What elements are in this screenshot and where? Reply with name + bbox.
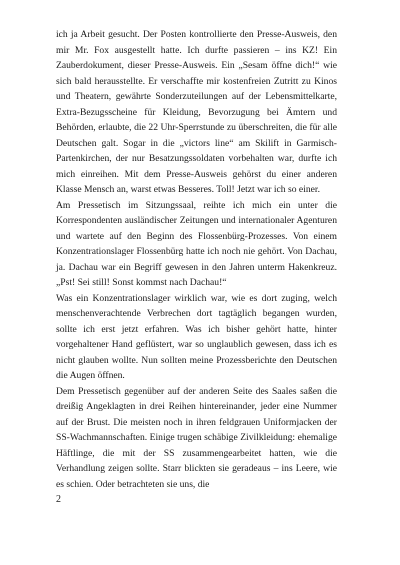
paragraph-3: Was ein Konzentrationslager wirklich war, wie es dort zuging, welch menschenverachtende Verbrechen dort tagtäglich begangen wurden, sollte ich erst jetzt erfahren. Was ich bisher gehört hatte, hinter vorgehaltener Hand geflüstert, war so unglaublich gewesen, dass ich es nicht glauben wollte. Nun sollten meine Prozessberichte den Deutschen die Augen öffnen. xyxy=(56,292,337,381)
paragraph-2: Am Pressetisch im Sitzungssaal, reihte ich mich ein unter die Korrespondenten ausländischer Zeitungen und internationaler Agenturen und wartete auf den Beginn des Flossenbürg-Prozesses. Von einem Konzentrationslager Flossenbürg hatte ich noch nie gehört. Von Dachau, ja. Dachau war ein Begriff gewesen in den Jahren unterm Hakenkreuz. „Pst! Sei still! Sonst kommst nach Dachau!“ xyxy=(56,199,337,288)
body-text xyxy=(56,27,337,492)
paragraph-4: Dem Pressetisch gegenüber auf der anderen Seite des Saales saßen die dreißig Angeklagten in drei Reihen hintereinander, jeder eine Nummer auf der Brust. Die meisten noch in ihren feldgrauen Uniformjacken der SS-Wachmannschaften. Einige trugen schäbige Zivilkleidung: ehemalige Häftlinge, die mit der SS zusammengearbeitet hatten, wie die Verhandlung zeigen sollte. Starr blickten sie geradeaus – ins Leere, wie es schien. Oder betrachteten sie uns, die xyxy=(56,385,337,490)
paragraph-1: ich ja Arbeit gesucht. Der Posten kontrollierte den Presse-Ausweis, den mir Mr. Fox ausgestellt hatte. Ich durfte passieren – ins KZ! Ein Zauberdokument, dieser Presse-Ausweis. Ein „Sesam öffne dich!“ wie sich bald herausstellte. Er verschaffte mir kostenfreien Zutritt zu Kinos und Theatern, gewährte Sonderzuteilungen auf der Lebensmittelkarte, Extra-Bezugsscheine für Kleidung, Bevorzugung bei Ämtern und Behörden, erlaubte, die 22 Uhr-Sperrstunde zu überschreiten, die für alle Deutschen galt. Sogar in die „victors line“ am Skilift in Garmisch-Partenkirchen, der nur Besatzungssoldaten vorbehalten war, durfte ich mich einreihen. Mit dem Presse-Ausweis gehörst du einer anderen Klasse Mensch an, warst etwas Besseres. Toll! Jetzt war ich so einer. xyxy=(56,29,337,195)
page-number: 2 xyxy=(56,494,61,505)
